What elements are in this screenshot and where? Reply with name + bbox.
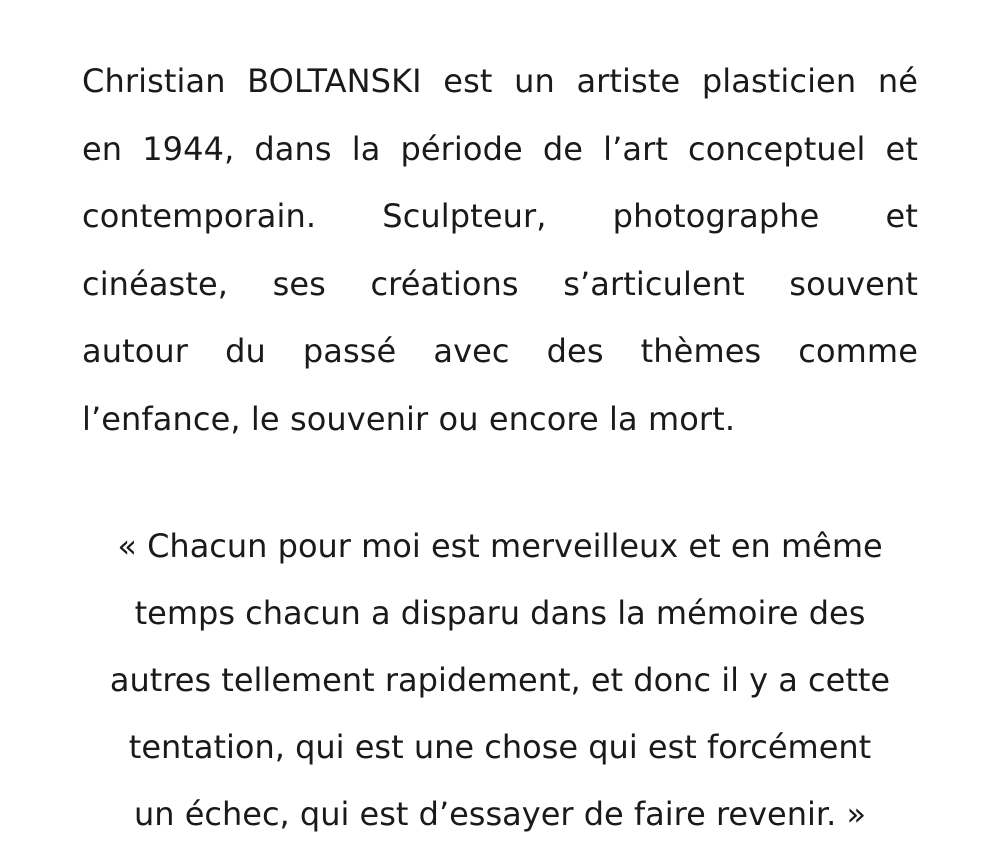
quote-line: « Chacun pour moi est merveilleux et en même (117, 527, 883, 565)
quote-line: tentation, qui est une chose qui est forcément (128, 728, 872, 766)
quote-line: autres tellement rapidement, et donc il y a cette (109, 661, 891, 699)
quote-line: temps chacun a disparu dans la mémoire des (134, 594, 866, 632)
bio-paragraph (82, 48, 918, 453)
quote-line: un échec, qui est d’essayer de faire revenir. » (133, 795, 867, 833)
bio-block (82, 48, 918, 453)
bio-line: en 1944, dans la période de l’art conceptuel et (82, 129, 918, 168)
quote-block (82, 513, 918, 848)
bio-line: Christian BOLTANSKI est un artiste plasticien né (82, 62, 918, 100)
bio-line: cinéaste, ses créations s’articulent souvent (82, 264, 918, 303)
bio-line: autour du passé avec des thèmes comme (82, 332, 918, 370)
bio-line: l’enfance, le souvenir ou encore la mort. (82, 399, 736, 438)
bio-line: contemporain. Sculpteur, photographe et (82, 197, 918, 235)
